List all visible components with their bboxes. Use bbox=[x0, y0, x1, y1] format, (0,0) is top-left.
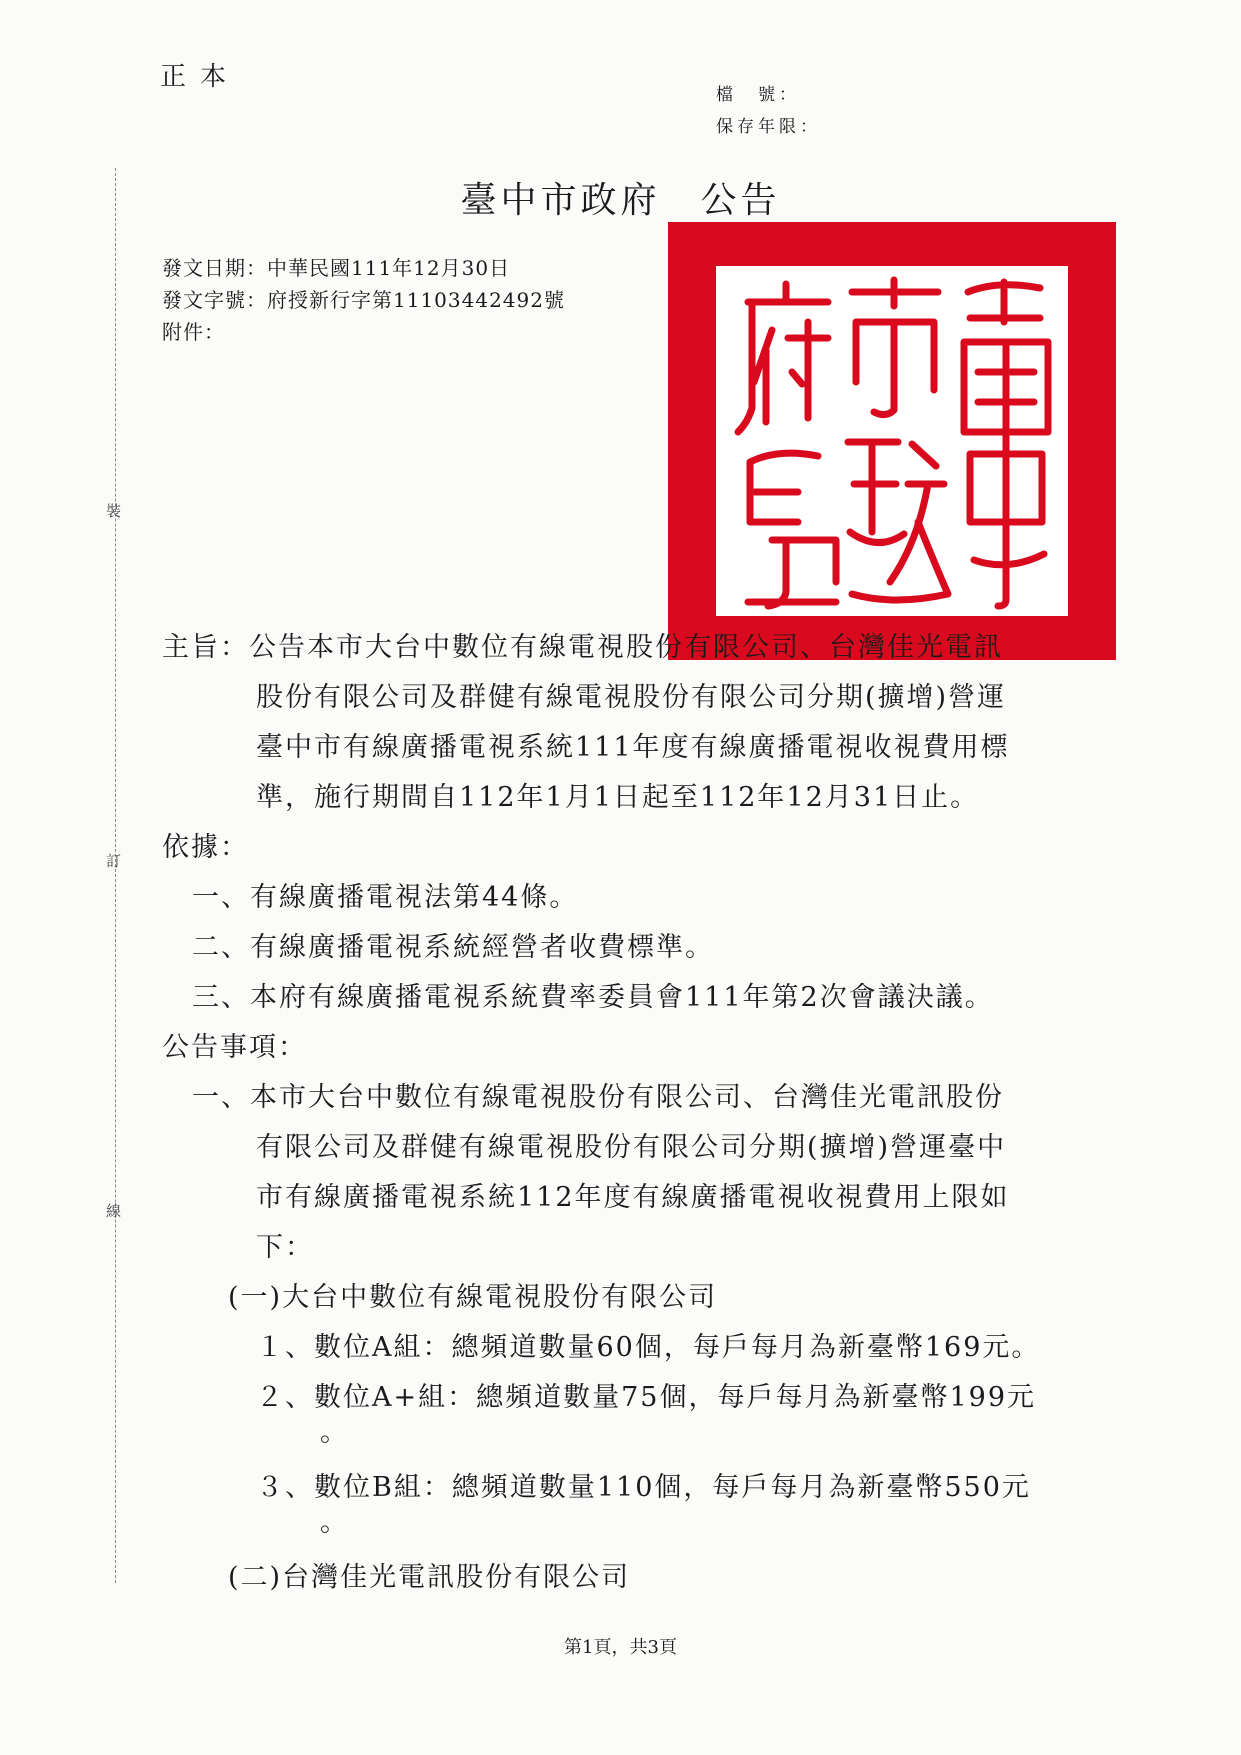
copy-mark: 正本 bbox=[160, 62, 241, 92]
company-1-heading: (一)大台中數位有線電視股份有限公司 bbox=[228, 1282, 718, 1313]
subject-line-3: 臺中市有線廣播電視系統111年度有線廣播電視收視費用標 bbox=[256, 732, 1010, 763]
page-number: 第1頁，共3頁 bbox=[564, 1637, 677, 1658]
rate-item-1: １、數位A組：總頻道數量60個，每戶每月為新臺幣169元。 bbox=[256, 1332, 1041, 1363]
notice-heading: 公告事項： bbox=[162, 1032, 307, 1063]
notice-line-4: 下： bbox=[256, 1232, 314, 1263]
basis-heading: 依據： bbox=[162, 832, 249, 863]
reference-number: 發文字號：府授新行字第11103442492號 bbox=[162, 288, 565, 312]
company-2-heading: (二)台灣佳光電訊股份有限公司 bbox=[228, 1562, 631, 1593]
attachment-label: 附件： bbox=[162, 320, 225, 344]
notice-line-2: 有限公司及群健有線電視股份有限公司分期(擴增)營運臺中 bbox=[256, 1132, 1007, 1163]
notice-line-3: 市有線廣播電視系統112年度有線廣播電視收視費用上限如 bbox=[256, 1182, 1010, 1213]
official-seal bbox=[668, 222, 1116, 660]
rate-item-3: ３、數位B組：總頻道數量110個，每戶每月為新臺幣550元 bbox=[256, 1472, 1031, 1503]
subject-line-1: 主旨：公告本市大台中數位有線電視股份有限公司、台灣佳光電訊 bbox=[162, 632, 1003, 663]
basis-item-1: 一、有線廣播電視法第44條。 bbox=[192, 882, 579, 913]
binding-mark-ding: 訂 bbox=[106, 852, 122, 870]
subject-line-4: 準，施行期間自112年1月1日起至112年12月31日止。 bbox=[256, 782, 980, 813]
basis-item-3: 三、本府有線廣播電視系統費率委員會111年第2次會議決議。 bbox=[192, 982, 994, 1013]
rate-item-2-period: 。 bbox=[320, 1417, 349, 1448]
seal-script-graphic bbox=[668, 222, 1116, 660]
subject-line-2: 股份有限公司及群健有線電視股份有限公司分期(擴增)營運 bbox=[256, 682, 1007, 713]
notice-line-1: 一、本市大台中數位有線電視股份有限公司、台灣佳光電訊股份 bbox=[192, 1082, 1004, 1113]
retention-period-label: 保存年限： bbox=[716, 117, 821, 137]
document-title: 臺中市政府 公告 bbox=[460, 180, 781, 221]
file-number-label: 檔 號： bbox=[716, 85, 800, 105]
issue-date: 發文日期：中華民國111年12月30日 bbox=[162, 256, 511, 280]
basis-item-2: 二、有線廣播電視系統經營者收費標準。 bbox=[192, 932, 714, 963]
binding-mark-zhuang: 裝 bbox=[106, 502, 122, 520]
rate-item-2: ２、數位A+組：總頻道數量75個，每戶每月為新臺幣199元 bbox=[256, 1382, 1037, 1413]
binding-mark-xian: 線 bbox=[106, 1202, 122, 1220]
binding-line bbox=[115, 168, 116, 1583]
rate-item-3-period: 。 bbox=[320, 1507, 349, 1538]
